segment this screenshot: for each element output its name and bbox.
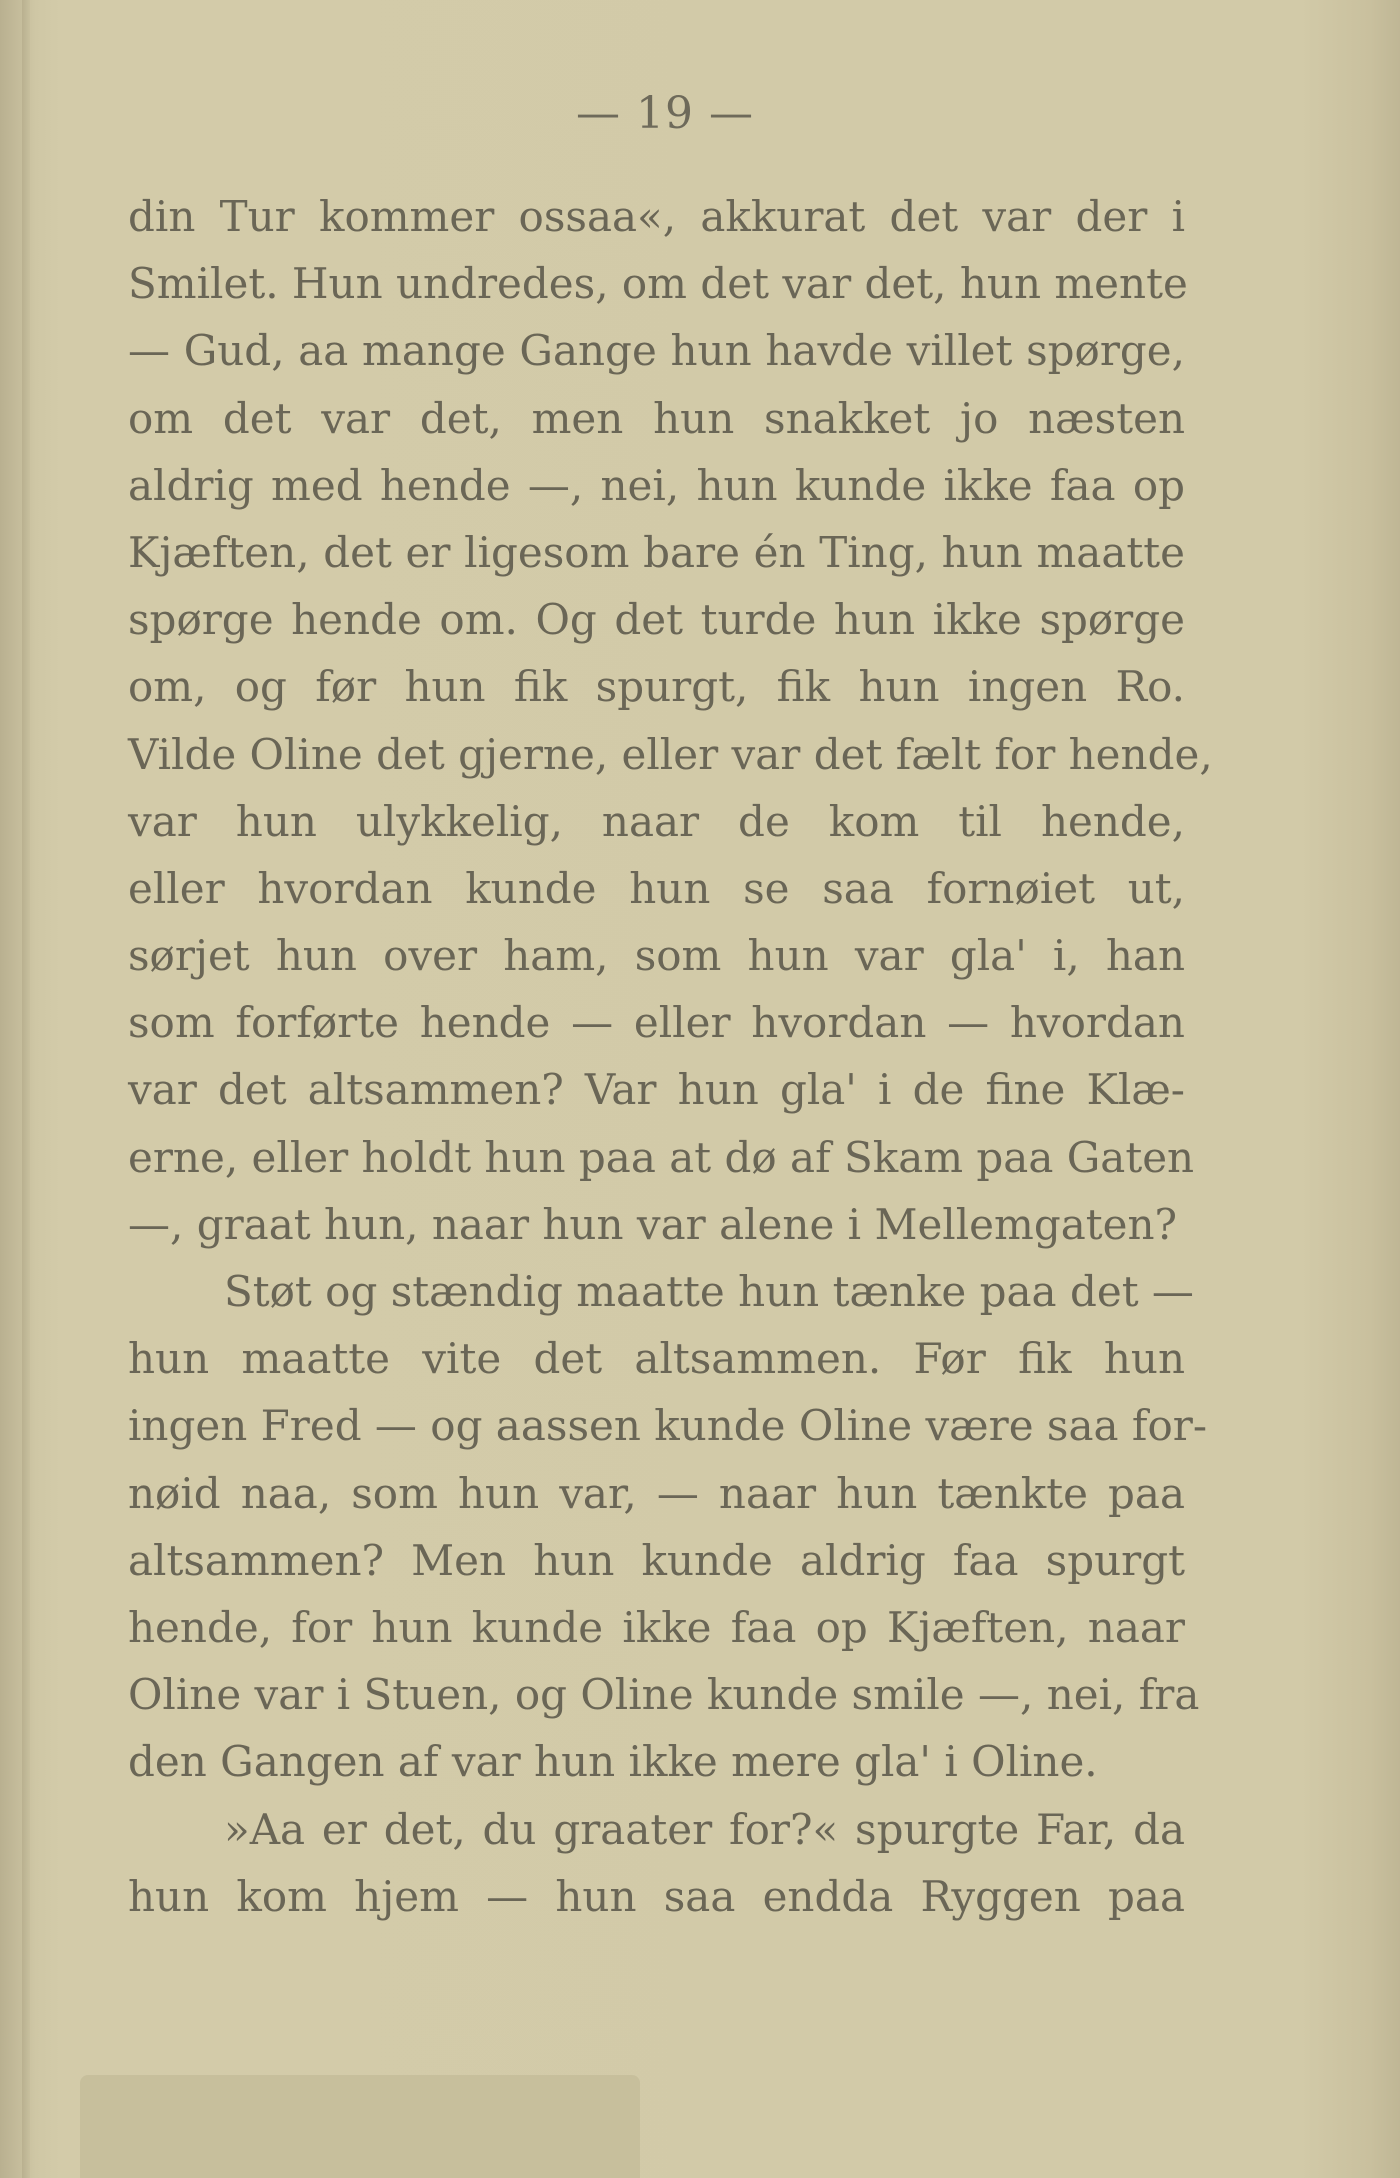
text-line: spørge hende om. Og det turde hun ikke spørge bbox=[128, 595, 1185, 645]
text-line: ingen Fred — og aassen kunde Oline være saa for- bbox=[128, 1401, 1208, 1451]
text-line: »Aa er det, du graater for?« spurgte Far, da bbox=[224, 1804, 1185, 1854]
paper-stain bbox=[80, 2075, 640, 2178]
text-line: den Gangen af var hun ikke mere gla' i Oline. bbox=[128, 1737, 1098, 1787]
page-number: — 19 — bbox=[576, 88, 754, 139]
text-line: —, graat hun, naar hun var alene i Mellemgaten? bbox=[128, 1199, 1178, 1249]
text-line: nøid naa, som hun var, — naar hun tænkte paa bbox=[128, 1468, 1185, 1518]
text-line: om det var det, men hun snakket jo næsten bbox=[128, 393, 1185, 443]
text-line: Kjæften, det er ligesom bare én Ting, hun maatte bbox=[128, 527, 1185, 577]
text-line: Smilet. Hun undredes, om det var det, hun mente bbox=[128, 259, 1188, 309]
text-line: sørjet hun over ham, som hun var gla' i, han bbox=[128, 931, 1185, 981]
text-line: hende, for hun kunde ikke faa op Kjæften, naar bbox=[128, 1602, 1185, 1652]
text-line: var hun ulykkelig, naar de kom til hende, bbox=[128, 796, 1185, 846]
text-line: aldrig med hende —, nei, hun kunde ikke faa op bbox=[128, 460, 1185, 510]
text-line: Oline var i Stuen, og Oline kunde smile —, nei, fra bbox=[128, 1670, 1200, 1720]
text-line: hun kom hjem — hun saa endda Ryggen paa bbox=[128, 1871, 1185, 1921]
text-line: var det altsammen? Var hun gla' i de fine Klæ- bbox=[128, 1065, 1185, 1115]
text-line: som forførte hende — eller hvordan — hvordan bbox=[128, 998, 1185, 1048]
text-line: din Tur kommer ossaa«, akkurat det var der i bbox=[128, 192, 1185, 241]
text-line: erne, eller holdt hun paa at dø af Skam paa Gaten bbox=[128, 1132, 1195, 1182]
text-line: Støt og stændig maatte hun tænke paa det — bbox=[224, 1267, 1194, 1316]
binding-edge bbox=[22, 0, 30, 2178]
text-line: Vilde Oline det gjerne, eller var det fælt for hende, bbox=[128, 729, 1213, 779]
text-line: — Gud, aa mange Gange hun havde villet spørge, bbox=[128, 326, 1185, 376]
body-text bbox=[128, 183, 1213, 1930]
text-line: eller hvordan kunde hun se saa fornøiet ut, bbox=[128, 863, 1185, 913]
text-line: altsammen? Men hun kunde aldrig faa spurgt bbox=[128, 1535, 1185, 1585]
text-line: om, og før hun fik spurgt, fik hun ingen Ro. bbox=[128, 662, 1185, 712]
text-line: hun maatte vite det altsammen. Før fik hun bbox=[128, 1334, 1185, 1384]
